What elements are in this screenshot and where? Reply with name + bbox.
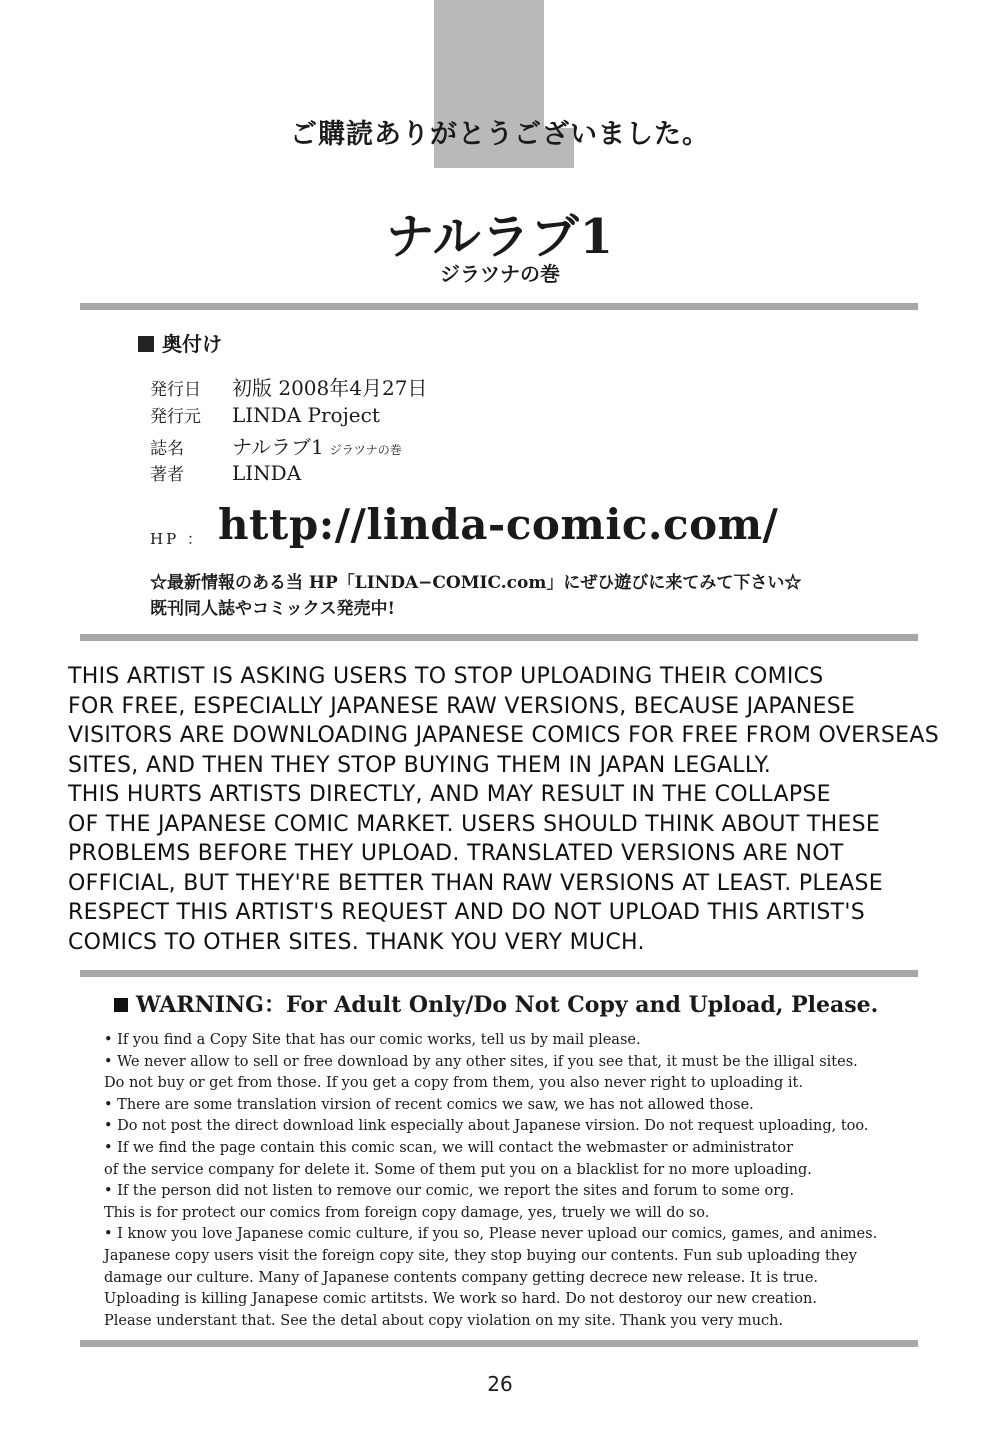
divider-middle [80,634,918,641]
warning-line: • There are some translation virsion of recent comics we saw, we has not allowed those. [104,1096,754,1113]
colophon-label: 誌名 [150,439,184,459]
divider-bottom [80,1340,918,1347]
colophon-value: LINDA Project [232,403,380,427]
warning-line: This is for protect our comics from foreign copy damage, yes, truely we will do so. [104,1204,710,1221]
notice-line: PROBLEMS BEFORE THEY UPLOAD. TRANSLATED VERSIONS ARE NOT [68,841,844,866]
page-number: 26 [487,1372,513,1396]
book-title: ナルラブ1 [386,209,614,265]
warning-body [104,1030,924,1332]
homepage-link[interactable]: http://linda-comic.com/ [218,500,779,549]
warning-line: Do not buy or get from those. If you get a copy from them, you also never right to uploading it. [104,1075,803,1092]
promo-line-2: 既刊同人誌やコミックス発売中! [150,599,395,619]
colophon-note: ジラツナの巻 [329,443,402,457]
book-subtitle: ジラツナの巻 [440,262,560,286]
square-bullet-icon [138,336,154,352]
notice-line: COMICS TO OTHER SITES. THANK YOU VERY MUCH. [68,929,645,955]
colophon-label: 著者 [150,465,184,485]
warning-line: Please understant that. See the detal about copy violation on my site. Thank you very much. [104,1312,784,1329]
colophon-label: 発行日 [150,380,201,400]
colophon-heading-text: 奥付け [162,332,222,356]
colophon-value: 初版 2008年4月27日 [232,376,428,400]
divider-warning [80,970,918,977]
square-bullet-icon [114,998,128,1012]
notice-line: FOR FREE, ESPECIALLY JAPANESE RAW VERSIONS, BECAUSE JAPANESE [68,693,856,719]
homepage-label: HP ： [150,530,205,548]
notice-line: THIS ARTIST IS ASKING USERS TO STOP UPLOADING THEIR COMICS [68,664,824,689]
warning-line: Japanese copy users visit the foreign copy site, they stop buying our contents. Fun sub uploading they [104,1247,857,1264]
notice-line: OF THE JAPANESE COMIC MARKET. USERS SHOULD THINK ABOUT THESE [68,811,881,837]
warning-title [114,988,878,1019]
colophon-value: LINDA [232,461,302,485]
colophon-row-publisher [150,402,380,427]
warning-line: • We never allow to sell or free download by any other sites, if you see that, it must be the illigal sites. [104,1053,858,1070]
colophon-row-title [150,431,402,460]
warning-line: • If you find a Copy Site that has our comic works, tell us by mail please. [104,1032,641,1048]
notice-line: THIS HURTS ARTISTS DIRECTLY, AND MAY RESULT IN THE COLLAPSE [68,782,831,807]
divider-top [80,303,918,310]
promo-line-1: ☆最新情報のある当 HP「LINDA−COMIC.com」にぜひ遊びに来てみて下さい☆ [150,573,802,593]
notice-line: VISITORS ARE DOWNLOADING JAPANESE COMICS FOR FREE FROM OVERSEAS [68,723,939,748]
colophon-row-date [150,372,427,401]
translator-notice [68,662,978,957]
notice-line: RESPECT THIS ARTIST'S REQUEST AND DO NOT UPLOAD THIS ARTIST'S [68,900,865,925]
colophon-value: ナルラブ1 [232,435,324,459]
warning-line: • Do not post the direct download link especially about Japanese virsion. Do not request uploading, too. [104,1118,869,1135]
colophon-heading [138,328,222,357]
warning-line: Uploading is killing Janapese comic artitsts. We work so hard. Do not destoroy our new creation. [104,1291,817,1308]
notice-line: OFFICIAL, BUT THEY'RE BETTER THAN RAW VERSIONS AT LEAST. PLEASE [68,870,883,896]
warning-line: • I know you love Japanese comic culture, if you so, Please never upload our comics, games, and animes. [104,1226,878,1243]
warning-line: • If the person did not listen to remove our comic, we report the sites and forum to some org. [104,1183,795,1200]
colophon-label: 発行元 [150,407,201,427]
warning-title-text: WARNING：For Adult Only/Do Not Copy and Upload, Please. [136,992,879,1018]
colophon-row-author [150,460,301,485]
warning-line: • If we find the page contain this comic scan, we will contact the webmaster or administrator [104,1139,794,1156]
notice-line: SITES, AND THEN THEY STOP BUYING THEM IN JAPAN LEGALLY. [68,752,772,778]
warning-line: of the service company for delete it. Some of them put you on a blacklist for no more uploading. [104,1161,812,1178]
thanks-message: ご購読ありがとうございました。 [290,119,710,150]
warning-line: damage our culture. Many of Japanese contents company getting decrece new release. It is true. [104,1269,819,1286]
